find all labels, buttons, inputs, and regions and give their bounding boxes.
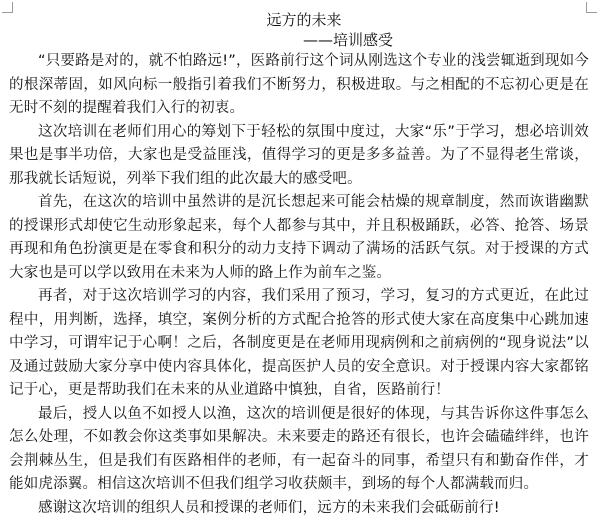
paragraph-3: 首先，在这次的培训中虽然讲的是沉长想起来可能会枯燥的规章制度，然而诙谐幽默的授课形式却使它生动形象起来，每个人都参与其中，并且积极踊跃，必答、抢答、场景再现和角色扮演更是在零食和积分的动力支持下调动了满场的活跃气氛。对于授课的方式大家也是可以学以致用在未来为人师的路上作为前车之鉴。 (9, 191, 589, 285)
paragraph-2: 这次培训在老师们用心的筹划下于轻松的氛围中度过，大家“乐”于学习，想必培训效果也是事半功倍，大家也是受益匪浅，值得学习的更是多多益善。为了不显得老生常谈，那我就长话短说，列举下我们组的此次最大的感受吧。 (9, 121, 589, 192)
document-body[interactable] (9, 10, 589, 520)
paragraph-6: 感谢这次培训的组织人员和授课的老师们，远方的未来我们会砥砺前行! (9, 497, 589, 520)
document-title: 远方的未来 (9, 10, 589, 30)
paragraph-5: 最后，授人以鱼不如授人以渔，这次的培训便是很好的体现，与其告诉你这件事怎么怎么处理，不如教会你这类事如果解决。未来要走的路还有很长，也许会磕磕绊绊，也许会荆棘丛生，但是我们有医路相伴的老师，有一起奋斗的同事，希望只有和勤奋作伴，才能如虎添翼。相信这次培训不但我们组学习收获颇丰，到场的每个人都满载而归。 (9, 403, 589, 497)
document-subtitle: ——培训感受 (9, 30, 589, 50)
paragraph-4: 再者，对于这次培训学习的内容，我们采用了预习，学习，复习的方式更近，在此过程中，用判断，选择，填空，案例分析的方式配合抢答的形式使大家在高度集中心跳加速中学习，可谓牢记于心啊！之后，各制度更是在老师用现病例和之前病例的“现身说法”以及通过鼓励大家分享中使内容具体化，提高医护人员的安全意识。对于授课内容大家都铭记于心，更是帮助我们在未来的从业道路中慎独，自省，医路前行！ (9, 285, 589, 403)
paragraph-1: “只要路是对的，就不怕路远!”，医路前行这个词从刚选这个专业的浅尝辄逝到现如今的根深蒂固，如风向标一般指引着我们不断努力，积极进取。与之相配的不忘初心更是在无时不刻的提醒着我们入行的初衷。 (9, 50, 589, 121)
